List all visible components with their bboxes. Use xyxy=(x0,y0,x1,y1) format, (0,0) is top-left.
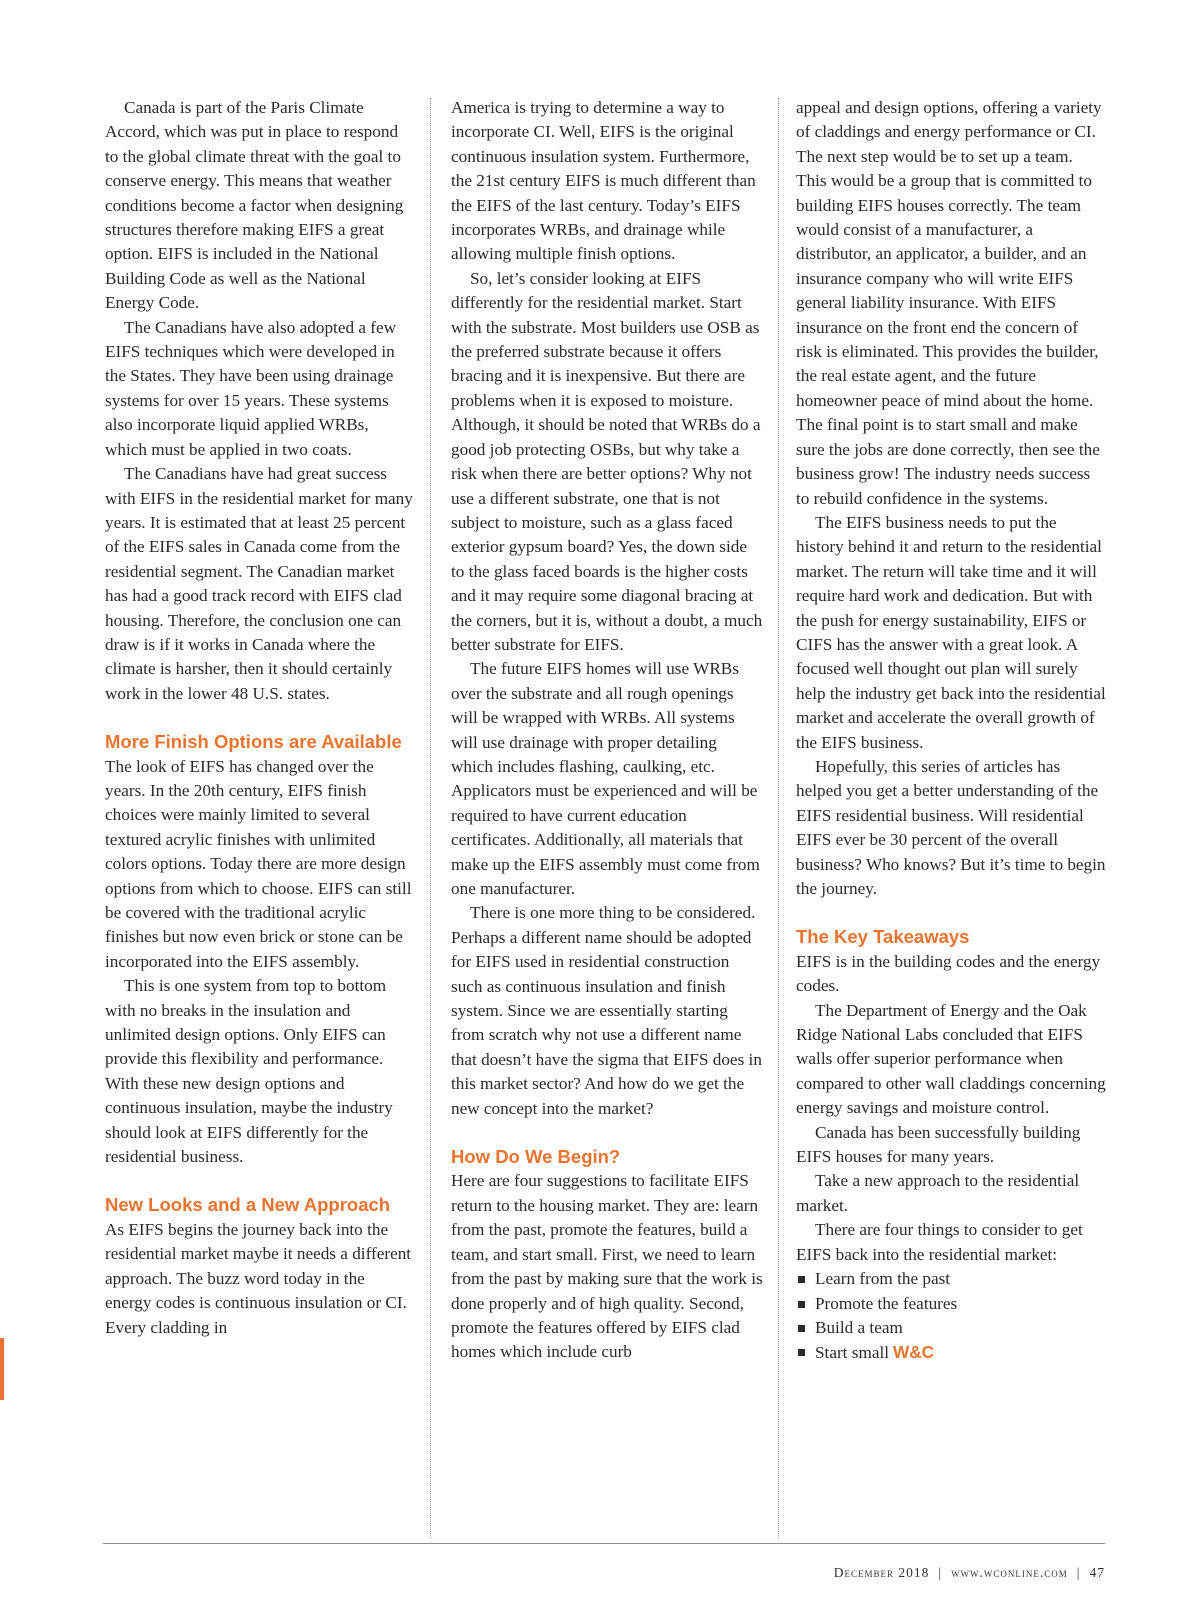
footer-separator: | xyxy=(1076,1565,1081,1580)
page-number: 47 xyxy=(1089,1565,1105,1580)
paragraph: Canada has been successfully building EIFS houses for many years. xyxy=(796,1122,1081,1167)
list-item xyxy=(796,1340,1106,1365)
paragraph: There are four things to consider to get EIFS back into the residential market: xyxy=(796,1220,1083,1264)
article-column-3 xyxy=(796,96,1106,1366)
list-item xyxy=(796,1316,1106,1340)
section-heading-how-do-we-begin: How Do We Begin? xyxy=(451,1146,621,1168)
paragraph: America is trying to determine a way to incorporate CI. Well, EIFS is the original continuous insulation system. Furthermore, the 21st century EIFS is much different than the EIFS of the last century. Today’s EIFS incorporates WRBs, and drainage while allowing multiple finish options. xyxy=(451,98,756,264)
paragraph: So, let’s consider looking at EIFS differently for the residential market. Start with the substrate. Most builders use OSB as the preferred substrate because it offers bracing and it is inexpensive. But there are problems when it is exposed to moisture. Although, it should be noted that WRBs do a good job protecting OSBs, but why take a risk when there are better options? Why not use a different substrate, one that is not subject to moisture, such as a glass faced exterior gypsum board? Yes, the down side to the glass faced boards is the higher costs and it may require some diagonal bracing at the corners, but it is, without a doubt, a much better substrate for EIFS. xyxy=(451,268,763,654)
column-divider-1 xyxy=(430,98,431,1538)
list-item xyxy=(796,1267,1106,1291)
list-item-text: Build a team xyxy=(815,1317,903,1337)
paragraph: Canada is part of the Paris Climate Accord, which was put in place to respond to the global climate threat with the goal to conserve energy. This means that weather conditions become a factor when designing structures therefore making EIFS a great option. EIFS is included in the National Building Code as well as the National Energy Code. xyxy=(105,98,404,313)
paragraph: appeal and design options, offering a variety of claddings and energy performance or CI. The next step would be to set up a team. This would be a group that is committed to building EIFS houses correctly. The team would consist of a manufacturer, a distributor, an applicator, a builder, and an insurance company who will write EIFS general liability insurance. With EIFS insurance on the front end the concern of risk is eliminated. This provides the builder, the real estate agent, and the future homeowner peace of mind about the home. The final point is to start small and make sure the jobs are done correctly, then see the business grow! The industry needs success to rebuild confidence in the systems. xyxy=(796,98,1102,508)
paragraph: The Canadians have had great success with EIFS in the residential market for many years. It is estimated that at least 25 percent of the EIFS sales in Canada come from the residential segment. The Canadian market has had a good track record with EIFS clad housing. Therefore, the conclusion one can draw is if it works in Canada where the climate is harsher, then it should certainly work in the lower 48 U.S. states. xyxy=(105,464,413,703)
list-item-text: Promote the features xyxy=(815,1293,958,1313)
paragraph: There is one more thing to be considered. Perhaps a different name should be adopted for EIFS used in residential construction such as continuous insulation and finish system. Since we are essentially starting from scratch why not use a different name that doesn’t have the sigma that EIFS does in this market sector? And how do we get the new concept into the market? xyxy=(451,903,762,1118)
section-heading-more-finish-options: More Finish Options are Available xyxy=(105,731,402,753)
list-item xyxy=(796,1292,1106,1316)
paragraph: The look of EIFS has changed over the years. In the 20th century, EIFS finish choices were mainly limited to several textured acrylic finishes with unlimited colors options. Today there are more design options from which to choose. EIFS can still be covered with the traditional acrylic finishes but now even brick or stone can be incorporated into the EIFS assembly. xyxy=(105,756,412,971)
paragraph: The future EIFS homes will use WRBs over the substrate and all rough openings will be wrapped with WRBs. All systems will use drainage with proper detailing which includes flashing, caulking, etc. Applicators must be experienced and will be required to have current education certificates. Additionally, all materials that make up the EIFS assembly must come from one manufacturer. xyxy=(451,659,760,898)
section-heading-new-looks: New Looks and a New Approach xyxy=(105,1194,391,1216)
end-mark: W&C xyxy=(893,1342,935,1363)
edge-accent-tab xyxy=(0,1338,4,1400)
footer-date: December 2018 xyxy=(833,1565,930,1580)
footer-separator: | xyxy=(938,1565,943,1580)
paragraph: The Department of Energy and the Oak Ridge National Labs concluded that EIFS walls offer superior performance when compared to other wall claddings concerning energy savings and moisture control. xyxy=(796,1000,1106,1118)
footer-rule xyxy=(103,1543,1105,1544)
paragraph: Here are four suggestions to facilitate EIFS return to the housing market. They are: learn from the past, promote the features, build a team, and start small. First, we need to learn from the past by making sure that the work is done properly and of high quality. Second, promote the features offered by EIFS clad homes which include curb xyxy=(451,1171,763,1362)
article-column-2 xyxy=(451,96,763,1365)
list-item-text: Learn from the past xyxy=(815,1269,951,1289)
list-item-text: Start small xyxy=(815,1343,889,1363)
paragraph: As EIFS begins the journey back into the residential market maybe it needs a different approach. The buzz word today in the energy codes is continuous insulation or CI. Every cladding in xyxy=(105,1219,412,1337)
section-heading-key-takeaways: The Key Takeaways xyxy=(796,926,970,948)
page-footer xyxy=(834,1565,1105,1581)
article-column-1 xyxy=(105,96,413,1340)
paragraph: Take a new approach to the residential market. xyxy=(796,1171,1080,1215)
paragraph: The EIFS business needs to put the history behind it and return to the residential market. The return will take time and it will require hard work and dedication. But with the push for energy sustainability, EIFS or CIFS has the answer with a great look. A focused well thought out plan will surely help the industry get back into the residential market and accelerate the overall growth of the EIFS business. xyxy=(796,512,1106,752)
paragraph: EIFS is in the building codes and the energy codes. xyxy=(796,951,1101,996)
paragraph: The Canadians have also adopted a few EIFS techniques which were developed in the States. They have been using drainage systems for over 15 years. These systems also incorporate liquid applied WRBs, which must be applied in two coats. xyxy=(105,317,397,459)
column-divider-2 xyxy=(778,98,779,1538)
footer-site[interactable]: www.wconline.com xyxy=(951,1565,1068,1580)
paragraph: Hopefully, this series of articles has helped you get a better understanding of the EIFS residential business. Will residential EIFS ever be 30 percent of the overall business? Who knows? But it’s time to begin the journey. xyxy=(796,756,1106,898)
takeaway-list xyxy=(796,1267,1106,1366)
paragraph: This is one system from top to bottom with no breaks in the insulation and unlimited design options. Only EIFS can provide this flexibility and performance. With these new design options and continuous insulation, maybe the industry should look at EIFS differently for the residential business. xyxy=(105,976,393,1167)
